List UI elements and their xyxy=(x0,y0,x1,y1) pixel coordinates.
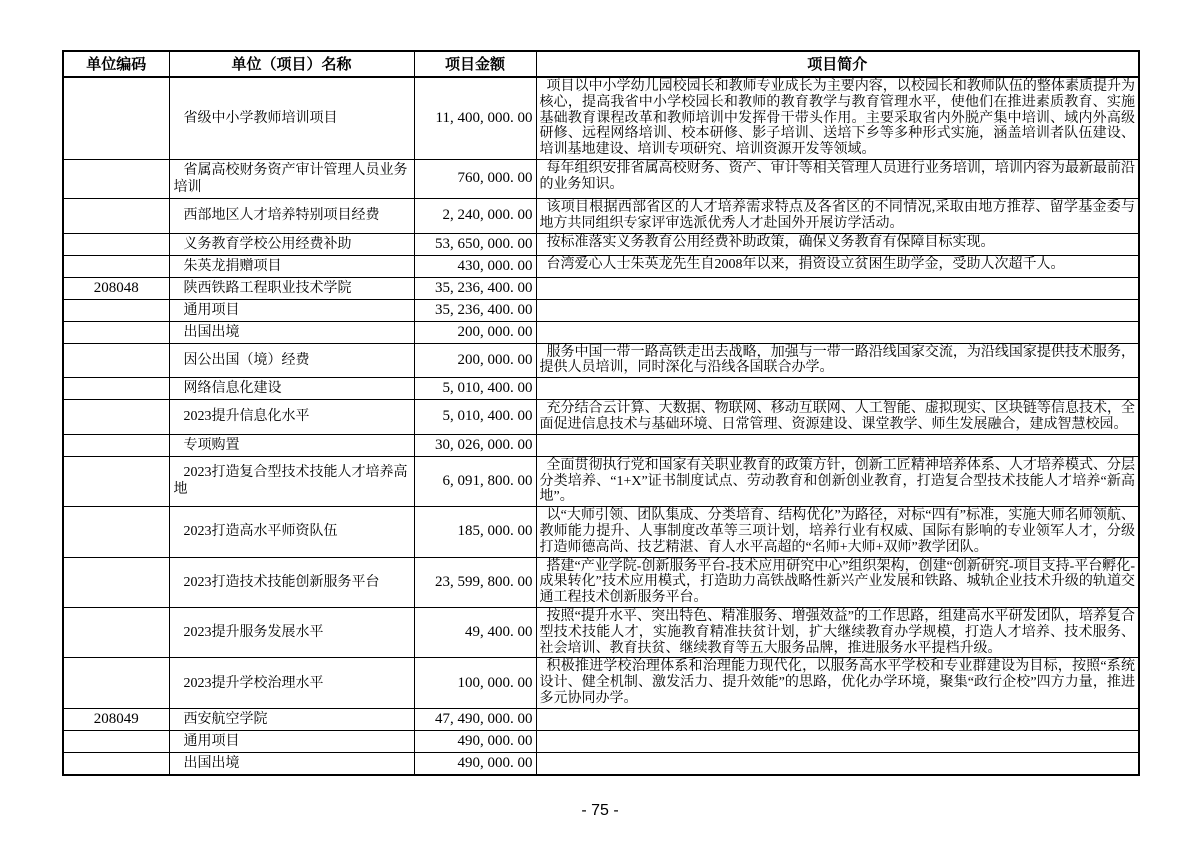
unit-code-cell xyxy=(63,198,169,233)
project-name-cell: 陕西铁路工程职业技术学院 xyxy=(169,277,414,299)
project-amount-cell: 11, 400, 000. 00 xyxy=(414,77,536,159)
table-row xyxy=(63,343,1139,378)
project-amount-cell: 430, 000. 00 xyxy=(414,255,536,277)
project-description-cell: 服务中国一带一路高铁走出去战略，加强与一带一路沿线国家交流，为沿线国家提供技术服务，提供人员培训，同时深化与沿线各国联合办学。 xyxy=(536,343,1139,378)
project-description-cell: 搭建“产业学院-创新服务平台-技术应用研究中心”组织架构，创建“创新研究-项目支持-平台孵化-成果转化”技术应用模式，打造助力高铁战略性新兴产业发展和铁路、城轨企业技术升级的轨道交通工程技术创新服务平台。 xyxy=(536,557,1139,607)
project-description-cell: 每年组织安排省属高校财务、资产、审计等相关管理人员进行业务培训，培训内容为最新最前沿的业务知识。 xyxy=(536,159,1139,198)
table-row xyxy=(63,607,1139,657)
table-row xyxy=(63,400,1139,435)
unit-code-cell xyxy=(63,434,169,456)
unit-code-cell: 208049 xyxy=(63,708,169,730)
project-description-cell: 台湾爱心人士朱英龙先生自2008年以来，捐资设立贫困生助学金，受助人次超千人。 xyxy=(536,255,1139,277)
unit-code-cell xyxy=(63,730,169,752)
budget-table xyxy=(62,50,1140,776)
project-amount-cell: 760, 000. 00 xyxy=(414,159,536,198)
unit-code-cell xyxy=(63,607,169,657)
project-amount-cell: 47, 490, 000. 00 xyxy=(414,708,536,730)
project-description-cell: 按标准落实义务教育公用经费补助政策，确保义务教育有保障目标实现。 xyxy=(536,233,1139,255)
unit-code-cell xyxy=(63,343,169,378)
table-row xyxy=(63,233,1139,255)
unit-code-cell xyxy=(63,557,169,607)
project-name-cell: 2023打造高水平师资队伍 xyxy=(169,507,414,557)
project-name-cell: 省级中小学教师培训项目 xyxy=(169,77,414,159)
project-amount-cell: 49, 400. 00 xyxy=(414,607,536,657)
unit-code-cell xyxy=(63,507,169,557)
unit-code-cell xyxy=(63,456,169,506)
project-name-cell: 省属高校财务资产审计管理人员业务培训 xyxy=(169,159,414,198)
project-description-cell xyxy=(536,434,1139,456)
project-amount-cell: 23, 599, 800. 00 xyxy=(414,557,536,607)
budget-table-body xyxy=(63,77,1139,775)
table-row xyxy=(63,159,1139,198)
header-unit-project-name: 单位（项目）名称 xyxy=(169,51,414,77)
table-row xyxy=(63,378,1139,400)
project-name-cell: 通用项目 xyxy=(169,299,414,321)
project-name-cell: 西部地区人才培养特别项目经费 xyxy=(169,198,414,233)
project-amount-cell: 185, 000. 00 xyxy=(414,507,536,557)
unit-code-cell xyxy=(63,658,169,708)
table-row xyxy=(63,321,1139,343)
project-amount-cell: 200, 000. 00 xyxy=(414,321,536,343)
unit-code-cell xyxy=(63,299,169,321)
project-description-cell xyxy=(536,378,1139,400)
project-description-cell: 按照“提升水平、突出特色、精准服务、增强效益”的工作思路，组建高水平研发团队，培养复合型技术技能人才，实施教育精准扶贫计划，扩大继续教育办学规模，打造人才培养、技术服务、社会培训、教育扶贫、继续教育等五大服务品牌，推进服务水平提档升级。 xyxy=(536,607,1139,657)
project-name-cell: 朱英龙捐赠项目 xyxy=(169,255,414,277)
page-number: - 75 - xyxy=(581,802,619,819)
project-description-cell xyxy=(536,277,1139,299)
project-description-cell xyxy=(536,321,1139,343)
unit-code-cell xyxy=(63,378,169,400)
project-amount-cell: 30, 026, 000. 00 xyxy=(414,434,536,456)
table-row xyxy=(63,299,1139,321)
project-name-cell: 因公出国（境）经费 xyxy=(169,343,414,378)
project-description-cell: 以“大师引领、团队集成、分类培育、结构优化”为路径，对标“四有”标准，实施大师名师领航、教师能力提升、人事制度改革等三项计划，培养行业有权威、国际有影响的专业领军人才，分级打造师德高尚、技艺精湛、育人水平高超的“名师+大师+双师”教学团队。 xyxy=(536,507,1139,557)
unit-code-cell xyxy=(63,321,169,343)
table-header xyxy=(63,51,1139,77)
project-description-cell: 全面贯彻执行党和国家有关职业教育的政策方针，创新工匠精神培养体系、人才培养模式、分层分类培养、“1+X”证书制度试点、劳动教育和创新创业教育，打造复合型技术技能人才培养“新高地”。 xyxy=(536,456,1139,506)
table-row xyxy=(63,507,1139,557)
project-name-cell: 2023打造技术技能创新服务平台 xyxy=(169,557,414,607)
project-amount-cell: 53, 650, 000. 00 xyxy=(414,233,536,255)
project-amount-cell: 5, 010, 400. 00 xyxy=(414,378,536,400)
table-row xyxy=(63,557,1139,607)
project-amount-cell: 6, 091, 800. 00 xyxy=(414,456,536,506)
project-description-cell: 积极推进学校治理体系和治理能力现代化，以服务高水平学校和专业群建设为目标，按照“系统设计、健全机制、激发活力、提升效能”的思路，优化办学环境，聚集“政行企校”四方力量，推进多元协同办学。 xyxy=(536,658,1139,708)
project-amount-cell: 200, 000. 00 xyxy=(414,343,536,378)
project-amount-cell: 2, 240, 000. 00 xyxy=(414,198,536,233)
table-row xyxy=(63,708,1139,730)
project-name-cell: 通用项目 xyxy=(169,730,414,752)
project-name-cell: 出国出境 xyxy=(169,321,414,343)
header-row xyxy=(63,51,1139,77)
table-row xyxy=(63,255,1139,277)
project-name-cell: 2023打造复合型技术技能人才培养高地 xyxy=(169,456,414,506)
project-amount-cell: 490, 000. 00 xyxy=(414,730,536,752)
project-amount-cell: 5, 010, 400. 00 xyxy=(414,400,536,435)
project-description-cell xyxy=(536,752,1139,775)
project-name-cell: 网络信息化建设 xyxy=(169,378,414,400)
table-row xyxy=(63,77,1139,159)
project-name-cell: 2023提升服务发展水平 xyxy=(169,607,414,657)
project-amount-cell: 490, 000. 00 xyxy=(414,752,536,775)
unit-code-cell: 208048 xyxy=(63,277,169,299)
header-project-description: 项目简介 xyxy=(536,51,1139,77)
project-description-cell xyxy=(536,730,1139,752)
project-name-cell: 2023提升学校治理水平 xyxy=(169,658,414,708)
header-unit-code: 单位编码 xyxy=(63,51,169,77)
unit-code-cell xyxy=(63,77,169,159)
project-name-cell: 2023提升信息化水平 xyxy=(169,400,414,435)
table-row xyxy=(63,198,1139,233)
project-name-cell: 出国出境 xyxy=(169,752,414,775)
table-row xyxy=(63,730,1139,752)
header-project-amount: 项目金额 xyxy=(414,51,536,77)
unit-code-cell xyxy=(63,752,169,775)
project-name-cell: 专项购置 xyxy=(169,434,414,456)
project-description-cell: 项目以中小学幼儿园校园长和教师专业成长为主要内容，以校园长和教师队伍的整体素质提升为核心，提高我省中小学校园长和教师的教育教学与教育管理水平，使他们在推进素质教育、实施基础教育课程改革和教师培训中发挥骨干带头作用。主要采取省内外脱产集中培训、域内外高级研修、远程网络培训、校本研修、影子培训、送培下乡等多种形式实施，涵盖培训者队伍建设、培训基地建设、培训专项研究、培训资源开发等领域。 xyxy=(536,77,1139,159)
project-name-cell: 西安航空学院 xyxy=(169,708,414,730)
project-description-cell: 充分结合云计算、大数据、物联网、移动互联网、人工智能、虚拟现实、区块链等信息技术，全面促进信息技术与基础环境、日常管理、资源建设、课堂教学、师生发展融合，建成智慧校园。 xyxy=(536,400,1139,435)
project-description-cell xyxy=(536,708,1139,730)
project-amount-cell: 35, 236, 400. 00 xyxy=(414,299,536,321)
unit-code-cell xyxy=(63,255,169,277)
project-amount-cell: 35, 236, 400. 00 xyxy=(414,277,536,299)
table-row xyxy=(63,434,1139,456)
unit-code-cell xyxy=(63,400,169,435)
project-description-cell: 该项目根据西部省区的人才培养需求特点及各省区的不同情况,采取由地方推荐、留学基金委与地方共同组织专家评审选派优秀人才赴国外开展访学活动。 xyxy=(536,198,1139,233)
table-row xyxy=(63,752,1139,775)
project-description-cell xyxy=(536,299,1139,321)
unit-code-cell xyxy=(63,159,169,198)
table-row xyxy=(63,277,1139,299)
project-amount-cell: 100, 000. 00 xyxy=(414,658,536,708)
project-name-cell: 义务教育学校公用经费补助 xyxy=(169,233,414,255)
table-row xyxy=(63,658,1139,708)
unit-code-cell xyxy=(63,233,169,255)
table-row xyxy=(63,456,1139,506)
